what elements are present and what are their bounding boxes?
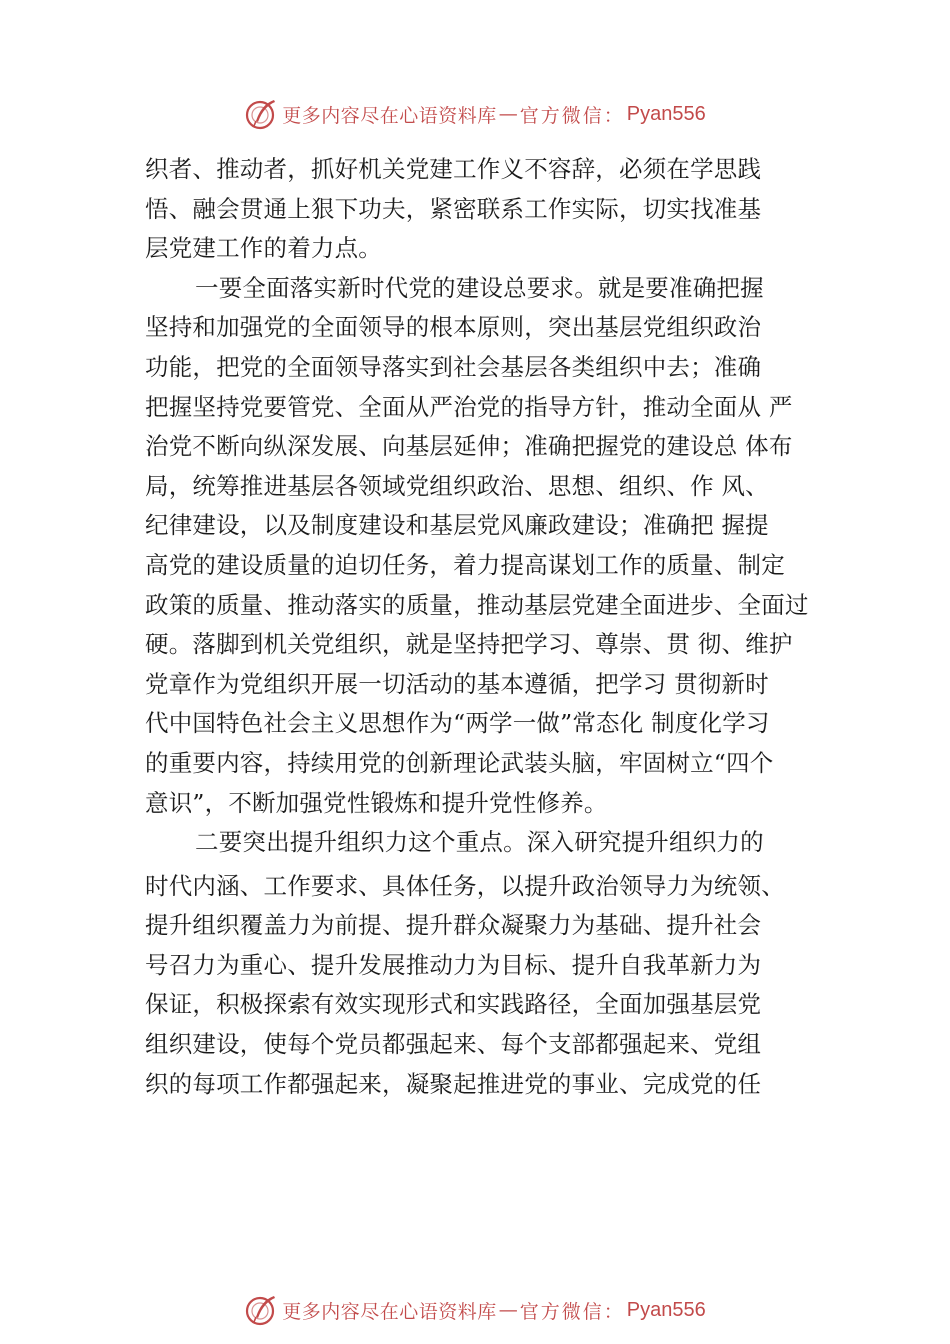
brand-text: 更多内容尽在心语资料库 <box>282 1300 497 1323</box>
text-line: 提升组织覆盖力为前提、提升群众凝聚力为基础、提升社会 <box>145 911 762 940</box>
text-line: 号召力为重心、提升发展推动力为目标、提升自我革新力为 <box>145 950 762 979</box>
text-line: 代中国特色社会主义思想作为“两学一做”常态化 制度化学习 <box>145 709 770 738</box>
text-line: 织者、推动者，抓好机关党建工作义不容辞，必须在学思践 <box>145 155 762 183</box>
text-line: 二要突出提升组织力这个重点。深入研究提升组织力的 <box>195 828 764 857</box>
quill-logo-icon <box>244 97 278 131</box>
text-line: 时代内涵、工作要求、具体任务，以提升政治领导力为统领、 <box>145 871 785 900</box>
brand-text: 更多内容尽在心语资料库 <box>282 104 497 127</box>
text-line: 硬。落脚到机关党组织，就是坚持把学习、尊崇、贯 彻、维护 <box>145 630 793 659</box>
banner-dash: — <box>498 1299 518 1321</box>
text-line: 功能，把党的全面领导落实到社会基层各类组织中去；准确 <box>145 352 762 381</box>
paragraph-3 <box>145 823 835 1104</box>
text-line: 党章作为党组织开展一切活动的基本遵循，把学习 贯彻新时 <box>145 669 769 698</box>
paragraph-2 <box>145 269 835 823</box>
text-line: 把握坚持党要管党、全面从严治党的指导方针，推动全面从 严 <box>145 392 793 421</box>
text-line: 织的每项工作都强起来，凝聚起推进党的事业、完成党的任 <box>145 1069 762 1098</box>
text-line: 层党建工作的着力点。 <box>145 234 382 263</box>
footer-banner <box>0 1292 950 1328</box>
header-banner <box>0 96 950 132</box>
official-wechat-label: 官方微信： <box>519 1300 625 1323</box>
wechat-id: Pyan556 <box>626 1298 706 1321</box>
text-line: 意识”，不断加强党性锻炼和提升党性修养。 <box>145 788 608 817</box>
text-line: 组织建设，使每个党员都强起来、每个支部都强起来、党组 <box>145 1030 762 1059</box>
paragraph-1 <box>145 150 835 269</box>
text-line: 坚持和加强党的全面领导的根本原则，突出基层党组织政治 <box>145 313 762 342</box>
wechat-id: Pyan556 <box>626 102 706 125</box>
text-line: 保证，积极探索有效实现形式和实践路径，全面加强基层党 <box>145 990 762 1019</box>
text-line: 政策的质量、推动落实的质量，推动基层党建全面进步、全面过 <box>145 590 809 619</box>
text-line: 局，统筹推进基层各领域党组织政治、思想、组织、作 风、 <box>145 471 769 500</box>
document-body <box>145 150 835 1104</box>
text-line: 治党不断向纵深发展、向基层延伸；准确把握党的建设总 体布 <box>145 432 793 461</box>
official-wechat-label: 官方微信： <box>519 104 625 127</box>
text-line: 的重要内容，持续用党的创新理论武装头脑，牢固树立“四个 <box>145 748 774 777</box>
text-line: 悟、融会贯通上狠下功夫，紧密联系工作实际，切实找准基 <box>145 194 762 223</box>
text-line: 一要全面落实新时代党的建设总要求。就是要准确把握 <box>195 273 764 302</box>
text-line: 纪律建设，以及制度建设和基层党风廉政建设；准确把 握提 <box>145 511 769 540</box>
quill-logo-icon <box>244 1293 278 1327</box>
text-line: 高党的建设质量的迫切任务，着力提高谋划工作的质量、制定 <box>145 550 785 579</box>
banner-dash: — <box>498 103 518 125</box>
